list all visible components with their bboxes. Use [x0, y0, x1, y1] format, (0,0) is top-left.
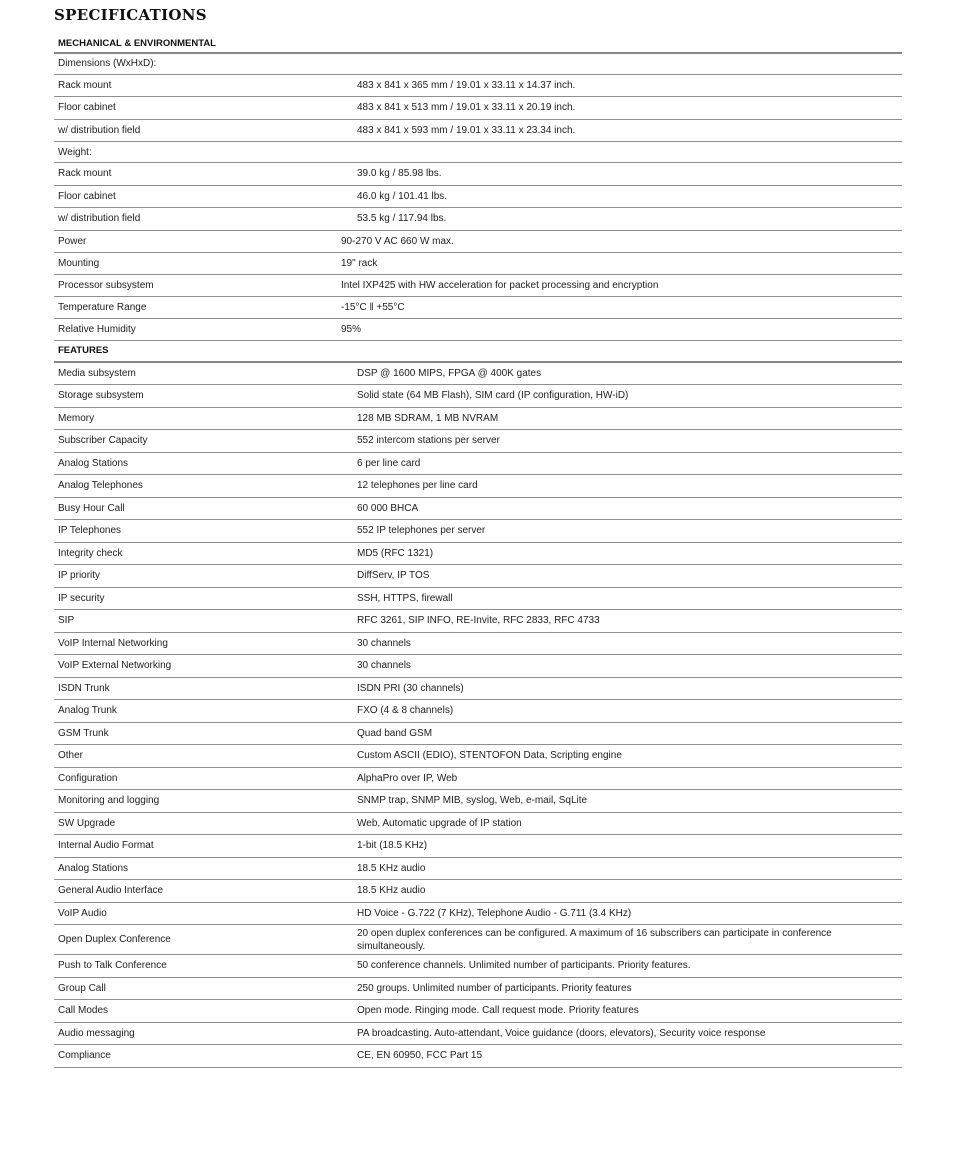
spec-row: [54, 475, 902, 498]
spec-label: Analog Stations: [54, 452, 341, 475]
spec-row: [54, 655, 902, 678]
spec-label: Open Duplex Conference: [54, 925, 341, 955]
spec-value: 19" rack: [341, 252, 902, 274]
spec-value: 483 x 841 x 593 mm / 19.01 x 33.11 x 23.34 inch.: [341, 119, 902, 142]
spec-label: IP security: [54, 587, 341, 610]
spec-label: Processor subsystem: [54, 274, 341, 296]
spec-value: Custom ASCII (EDIO), STENTOFON Data, Scripting engine: [341, 745, 902, 768]
spec-value: 483 x 841 x 513 mm / 19.01 x 33.11 x 20.19 inch.: [341, 97, 902, 120]
spec-value: 18.5 KHz audio: [341, 857, 902, 880]
spec-label: Call Modes: [54, 1000, 341, 1023]
spec-value: SSH, HTTPS, firewall: [341, 587, 902, 610]
spec-value: 90-270 V AC 660 W max.: [341, 230, 902, 252]
spec-label: Rack mount: [54, 74, 341, 97]
spec-value: -15°C ‖ +55°C: [341, 296, 902, 318]
spec-label: Rack mount: [54, 163, 341, 186]
spec-label: IP priority: [54, 565, 341, 588]
spec-row: [54, 497, 902, 520]
spec-row: [54, 274, 902, 296]
spec-label: Floor cabinet: [54, 185, 341, 208]
spec-row: [54, 74, 902, 97]
spec-value: 53.5 kg / 117.94 lbs.: [341, 208, 902, 231]
section-header-row: [54, 34, 902, 53]
spec-row: [54, 318, 902, 340]
spec-value: ISDN PRI (30 channels): [341, 677, 902, 700]
spec-value: 18.5 KHz audio: [341, 880, 902, 903]
spec-row: [54, 745, 902, 768]
spec-row: [54, 296, 902, 318]
spec-row: [54, 97, 902, 120]
spec-label: Memory: [54, 407, 341, 430]
section-title: FEATURES: [54, 340, 341, 362]
spec-label: General Audio Interface: [54, 880, 341, 903]
spec-row: [54, 119, 902, 142]
spec-label: Power: [54, 230, 341, 252]
spec-value: MD5 (RFC 1321): [341, 542, 902, 565]
spec-value: 95%: [341, 318, 902, 340]
spec-row: [54, 955, 902, 978]
spec-value: Web, Automatic upgrade of IP station: [341, 812, 902, 835]
spec-label: VoIP Audio: [54, 902, 341, 925]
spec-label: Compliance: [54, 1045, 341, 1068]
spec-label: Temperature Range: [54, 296, 341, 318]
spec-row: [54, 977, 902, 1000]
specifications-table: [54, 34, 902, 1068]
spec-row: [54, 857, 902, 880]
spec-label: VoIP Internal Networking: [54, 632, 341, 655]
spec-value: [341, 34, 902, 53]
spec-label: Mounting: [54, 252, 341, 274]
section-header-row: [54, 340, 902, 362]
spec-value: RFC 3261, SIP INFO, RE-Invite, RFC 2833, RFC 4733: [341, 610, 902, 633]
spec-label: Analog Stations: [54, 857, 341, 880]
spec-value: Solid state (64 MB Flash), SIM card (IP configuration, HW-iD): [341, 385, 902, 408]
spec-value: AlphaPro over IP, Web: [341, 767, 902, 790]
spec-row: [54, 880, 902, 903]
spec-label: Integrity check: [54, 542, 341, 565]
spec-value: 50 conference channels. Unlimited number of participants. Priority features.: [341, 955, 902, 978]
spec-label: Push to Talk Conference: [54, 955, 341, 978]
spec-label: SW Upgrade: [54, 812, 341, 835]
spec-row: [54, 452, 902, 475]
spec-label: Dimensions (WxHxD):: [54, 53, 341, 74]
spec-label: w/ distribution field: [54, 119, 341, 142]
spec-row: [54, 362, 902, 385]
spec-row: [54, 53, 902, 74]
spec-label: Analog Telephones: [54, 475, 341, 498]
page-title: SPECIFICATIONS: [54, 6, 207, 24]
spec-value: FXO (4 & 8 channels): [341, 700, 902, 723]
spec-value: 60 000 BHCA: [341, 497, 902, 520]
spec-value: 552 intercom stations per server: [341, 430, 902, 453]
spec-label: Configuration: [54, 767, 341, 790]
spec-row: [54, 700, 902, 723]
spec-row: [54, 1022, 902, 1045]
spec-row: [54, 385, 902, 408]
spec-row: [54, 565, 902, 588]
spec-label: Monitoring and logging: [54, 790, 341, 813]
spec-label: IP Telephones: [54, 520, 341, 543]
spec-value: Intel IXP425 with HW acceleration for packet processing and encryption: [341, 274, 902, 296]
spec-row: [54, 790, 902, 813]
spec-label: Internal Audio Format: [54, 835, 341, 858]
spec-row: [54, 587, 902, 610]
spec-value: 39.0 kg / 85.98 lbs.: [341, 163, 902, 186]
spec-label: w/ distribution field: [54, 208, 341, 231]
spec-label: Other: [54, 745, 341, 768]
spec-label: GSM Trunk: [54, 722, 341, 745]
spec-label: SIP: [54, 610, 341, 633]
spec-row: [54, 520, 902, 543]
specifications-table-body: [54, 34, 902, 1067]
spec-row: [54, 902, 902, 925]
spec-label: Media subsystem: [54, 362, 341, 385]
spec-value: CE, EN 60950, FCC Part 15: [341, 1045, 902, 1068]
spec-row: [54, 812, 902, 835]
spec-value: 30 channels: [341, 632, 902, 655]
spec-value: 6 per line card: [341, 452, 902, 475]
spec-value: 20 open duplex conferences can be configured. A maximum of 16 subscribers can participate in conference simultaneously.: [341, 925, 902, 955]
spec-label: Busy Hour Call: [54, 497, 341, 520]
spec-row: [54, 1000, 902, 1023]
spec-row: [54, 767, 902, 790]
spec-row: [54, 407, 902, 430]
spec-value: DSP @ 1600 MIPS, FPGA @ 400K gates: [341, 362, 902, 385]
spec-row: [54, 722, 902, 745]
spec-value: 483 x 841 x 365 mm / 19.01 x 33.11 x 14.37 inch.: [341, 74, 902, 97]
spec-value: DiffServ, IP TOS: [341, 565, 902, 588]
spec-row: [54, 835, 902, 858]
spec-value: Quad band GSM: [341, 722, 902, 745]
spec-label: Storage subsystem: [54, 385, 341, 408]
spec-value: 250 groups. Unlimited number of participants. Priority features: [341, 977, 902, 1000]
spec-value: 1-bit (18.5 KHz): [341, 835, 902, 858]
spec-row: [54, 142, 902, 163]
section-title: MECHANICAL & ENVIRONMENTAL: [54, 34, 341, 53]
spec-label: ISDN Trunk: [54, 677, 341, 700]
spec-value: Open mode. Ringing mode. Call request mode. Priority features: [341, 1000, 902, 1023]
spec-row: [54, 632, 902, 655]
spec-label: Group Call: [54, 977, 341, 1000]
spec-row: [54, 163, 902, 186]
spec-label: Floor cabinet: [54, 97, 341, 120]
spec-row: [54, 230, 902, 252]
spec-value: 46.0 kg / 101.41 lbs.: [341, 185, 902, 208]
spec-row: [54, 430, 902, 453]
spec-row: [54, 542, 902, 565]
spec-label: Relative Humidity: [54, 318, 341, 340]
spec-row: [54, 925, 902, 955]
spec-label: Analog Trunk: [54, 700, 341, 723]
spec-row: [54, 252, 902, 274]
spec-label: Subscriber Capacity: [54, 430, 341, 453]
spec-value: [341, 53, 902, 74]
spec-label: VoIP External Networking: [54, 655, 341, 678]
spec-value: 128 MB SDRAM, 1 MB NVRAM: [341, 407, 902, 430]
spec-value: 552 IP telephones per server: [341, 520, 902, 543]
spec-value: 30 channels: [341, 655, 902, 678]
spec-value: HD Voice - G.722 (7 KHz), Telephone Audio - G.711 (3.4 KHz): [341, 902, 902, 925]
spec-value: [341, 142, 902, 163]
spec-label: Weight:: [54, 142, 341, 163]
spec-label: Audio messaging: [54, 1022, 341, 1045]
spec-row: [54, 610, 902, 633]
spec-row: [54, 208, 902, 231]
spec-value: PA broadcasting. Auto-attendant, Voice guidance (doors, elevators), Security voice response: [341, 1022, 902, 1045]
spec-row: [54, 1045, 902, 1068]
spec-row: [54, 677, 902, 700]
spec-value: [341, 340, 902, 362]
spec-value: SNMP trap, SNMP MIB, syslog, Web, e-mail, SqLite: [341, 790, 902, 813]
spec-value: 12 telephones per line card: [341, 475, 902, 498]
spec-row: [54, 185, 902, 208]
